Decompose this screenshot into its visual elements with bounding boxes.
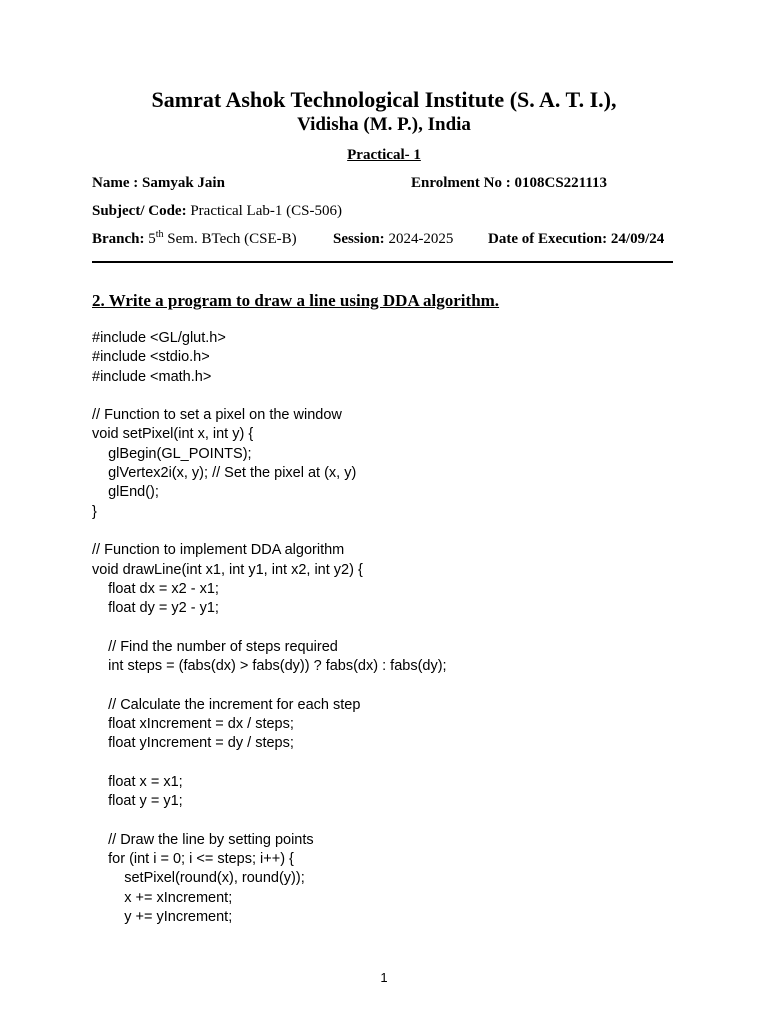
practical-title: Practical- 1 (347, 147, 421, 163)
branch-semester-suffix: th (155, 229, 164, 240)
code-line: float yIncrement = dy / steps; (92, 735, 294, 752)
code-line: glBegin(GL_POINTS); (92, 445, 252, 462)
branch-row (92, 229, 297, 249)
code-line: float dy = y2 - y1; (92, 600, 219, 617)
branch-label: Branch: (92, 231, 145, 247)
code-line: // Function to set a pixel on the window (92, 407, 342, 424)
code-line: x += xIncrement; (92, 889, 233, 906)
enrolment-row (411, 173, 607, 193)
code-line: #include <math.h> (92, 368, 212, 385)
code-listing (92, 329, 447, 927)
code-line (92, 522, 447, 541)
code-line: float x = x1; (92, 773, 183, 790)
date-label: Date of Execution: (488, 231, 608, 247)
code-line: float y = y1; (92, 793, 183, 810)
subject-label: Subject/ Code: (92, 203, 187, 219)
code-line: } (92, 503, 97, 520)
session-value: 2024-2025 (388, 231, 454, 247)
institute-name: Samrat Ashok Technological Institute (S. A. T. I.), (151, 87, 617, 112)
page-number: 1 (380, 970, 388, 985)
name-label: Name : (92, 175, 139, 191)
code-line: // Find the number of steps required (92, 638, 338, 655)
student-name-row (92, 173, 225, 193)
code-line: void drawLine(int x1, int y1, int x2, int y2) { (92, 561, 363, 578)
subject-row (92, 201, 342, 221)
code-line: float xIncrement = dx / steps; (92, 715, 294, 732)
code-line (92, 618, 447, 637)
date-value: 24/09/24 (610, 231, 665, 247)
code-line: setPixel(round(x), round(y)); (92, 870, 305, 887)
branch-value: Sem. BTech (CSE-B) (167, 231, 297, 247)
date-row (488, 229, 664, 249)
code-line: #include <GL/glut.h> (92, 330, 226, 346)
code-line: int steps = (fabs(dx) > fabs(dy)) ? fabs(dx) : fabs(dy); (92, 658, 447, 675)
session-row (333, 229, 453, 249)
name-value: Samyak Jain (141, 175, 225, 191)
institute-location: Vidisha (M. P.), India (297, 114, 471, 135)
code-line: // Function to implement DDA algorithm (92, 542, 345, 559)
header-divider (92, 261, 673, 263)
code-line: // Draw the line by setting points (92, 831, 314, 848)
code-line (92, 754, 447, 773)
code-line: glEnd(); (92, 484, 159, 501)
branch-semester-number: 5 (148, 231, 156, 247)
code-line: glVertex2i(x, y); // Set the pixel at (x, y) (92, 465, 357, 482)
question-heading: 2. Write a program to draw a line using DDA algorithm. (92, 291, 500, 310)
code-line: float dx = x2 - x1; (92, 580, 219, 597)
code-line: void setPixel(int x, int y) { (92, 426, 254, 443)
code-line (92, 676, 447, 695)
code-line: // Calculate the increment for each step (92, 696, 361, 713)
code-line: y += yIncrement; (92, 908, 233, 925)
enrolment-value: 0108CS221113 (514, 175, 608, 191)
code-line: for (int i = 0; i <= steps; i++) { (92, 851, 294, 868)
enrolment-label: Enrolment No : (411, 175, 511, 191)
session-label: Session: (333, 231, 385, 247)
code-line: #include <stdio.h> (92, 349, 210, 366)
code-line (92, 811, 447, 830)
subject-value: Practical Lab-1 (CS-506) (190, 203, 342, 219)
code-line (92, 387, 447, 406)
